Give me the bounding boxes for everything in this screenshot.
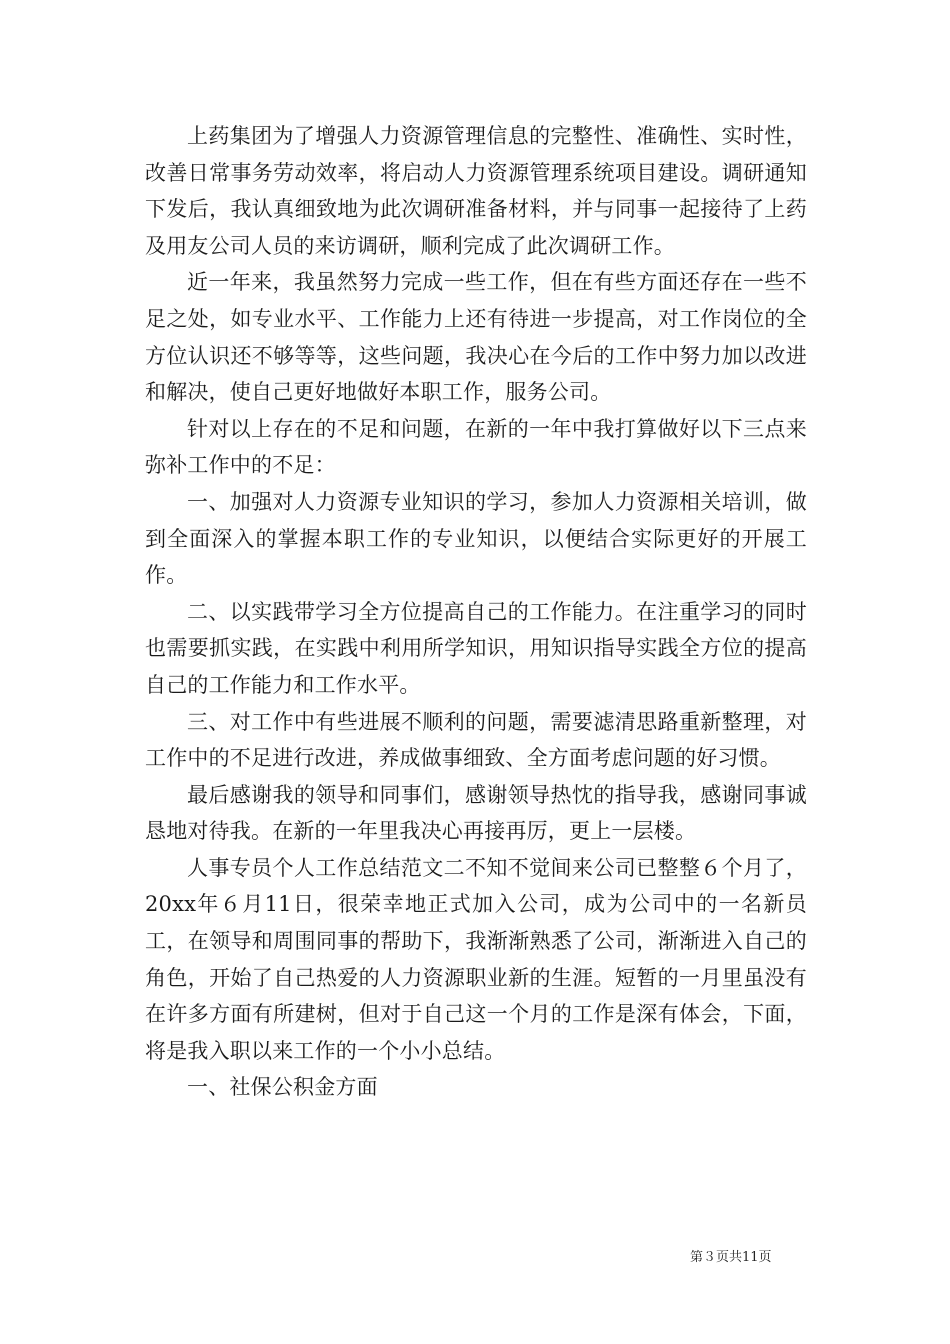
paragraph-shortcomings: 近一年来，我虽然努力完成一些工作，但在有些方面还存在一些不足之处，如专业水平、工作能力上还有待进一步提高，对工作岗位的全方位认识还不够等等，这些问题，我决心在今后的工作中努力加以改进和解决，使自己更好地做好本职工作，服务公司。 bbox=[145, 270, 807, 405]
paragraph-plan-item-1: 一、加强对人力资源专业知识的学习，参加人力资源相关培训，做到全面深入的掌握本职工作的专业知识，以便结合实际更好的开展工作。 bbox=[145, 489, 807, 588]
document-body bbox=[145, 118, 807, 1106]
paragraph-plan-item-2: 二、以实践带学习全方位提高自己的工作能力。在注重学习的同时也需要抓实践，在实践中利用所学知识，用知识指导实践全方位的提高自己的工作能力和工作水平。 bbox=[145, 599, 807, 697]
paragraph-plan-item-3: 三、对工作中有些进展不顺利的问题，需要滤清思路重新整理，对工作中的不足进行改进，养成做事细致、全方面考虑问题的好习惯。 bbox=[145, 709, 807, 771]
section-heading-social-security: 一、社保公积金方面 bbox=[187, 1075, 378, 1100]
paragraph-plan-intro: 针对以上存在的不足和问题，在新的一年中我打算做好以下三点来弥补工作中的不足： bbox=[145, 416, 807, 478]
paragraph-summary-two: 人事专员个人工作总结范文二不知不觉间来公司已整整６个月了，20xx年６月11日，很荣幸地正式加入公司，成为公司中的一名新员工，在领导和周围同事的帮助下，我渐渐熟悉了公司，渐渐进入自己的角色，开始了自己热爱的人力资源职业新的生涯。短暂的一月里虽没有在许多方面有所建树，但对于自己这一个月的工作是深有体会，下面，将是我入职以来工作的一个小小总结。 bbox=[145, 855, 807, 1063]
paragraph-thanks: 最后感谢我的领导和同事们，感谢领导热忱的指导我，感谢同事诚恳地对待我。在新的一年里我决心再接再厉，更上一层楼。 bbox=[145, 782, 807, 844]
paragraph-research-project: 上药集团为了增强人力资源管理信息的完整性、准确性、实时性，改善日常事务劳动效率，将启动人力资源管理系统项目建设。调研通知下发后，我认真细致地为此次调研准备材料，并与同事一起接待了上药及用友公司人员的来访调研，顺利完成了此次调研工作。 bbox=[145, 124, 807, 258]
page-number-footer: 第３页共11页 bbox=[690, 1250, 772, 1265]
